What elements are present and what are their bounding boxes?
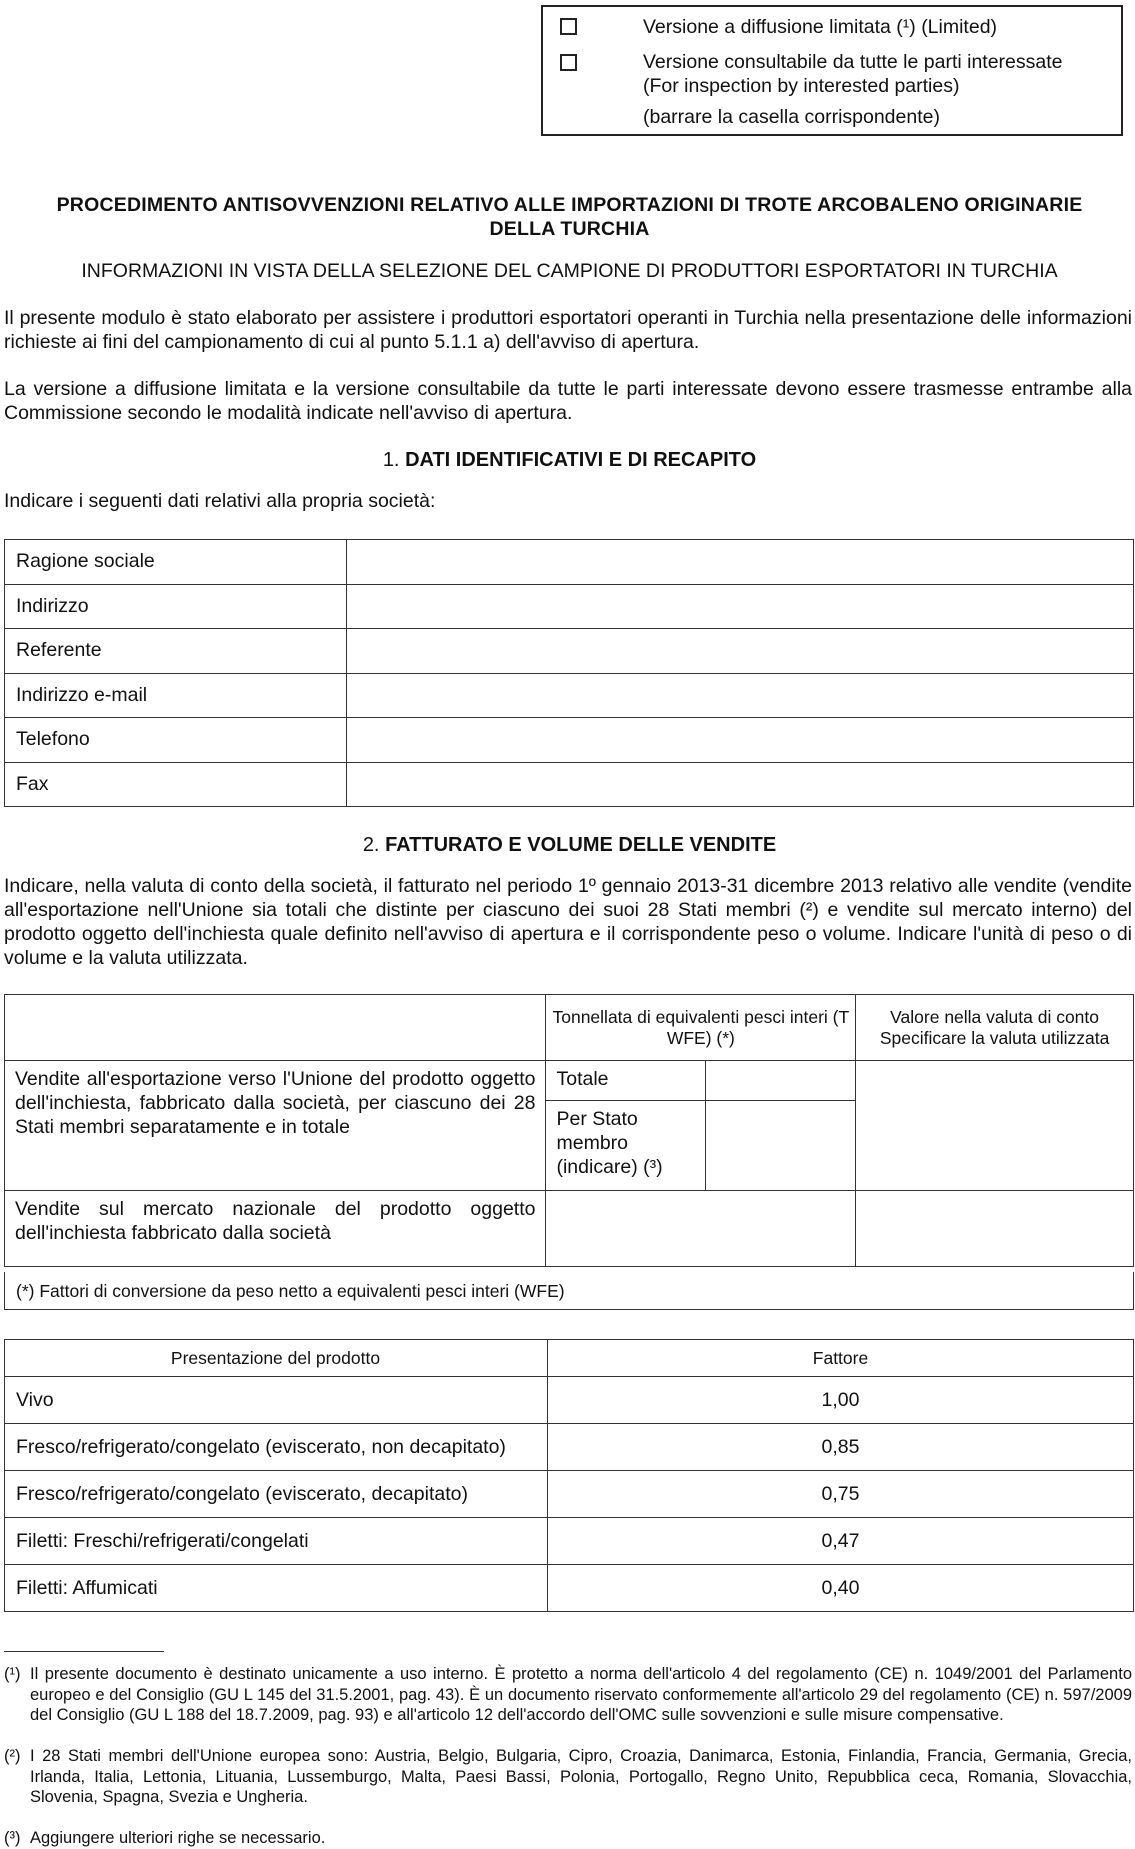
intro-paragraph-2: La versione a diffusione limitata e la versione consultabile da tutte le parti interessate devono essere trasmesse entrambe alla Commissione secondo le modalità indicate nell'avviso di apertura. <box>4 378 1132 424</box>
sales-domestic-tonnage-input[interactable] <box>546 1191 856 1267</box>
id-row <box>5 718 1134 763</box>
section-2-text: Indicare, nella valuta di conto della società, il fatturato nel periodo 1º gennaio 2013-31 dicembre 2013 relativo alle vendite (vendite all'esportazione nell'Unione sia totali che distinte per ciascuno dei suoi 28 Stati membri (²) e vendite sul mercato interno) del prodotto oggetto dell'inchiesta quale definito nell'avviso di apertura e il corrispondente peso o volume. Indicare l'unità di peso o di volume e la valuta utilizzata. <box>4 875 1132 969</box>
id-row <box>5 762 1134 807</box>
conversion-row <box>5 1518 1134 1565</box>
sales-domestic-row <box>5 1191 1134 1267</box>
id-field-input[interactable] <box>347 629 1134 674</box>
conversion-row <box>5 1377 1134 1424</box>
footnote-mark: (²) <box>4 1747 21 1765</box>
conversion-row <box>5 1471 1134 1518</box>
footnote-text: I 28 Stati membri dell'Unione europea sono: Austria, Belgio, Bulgaria, Cipro, Croazia, Danimarca, Estonia, Finlandia, Francia, Germania, Grecia, Irlanda, Italia, Lettonia, Lituania, Lussemburgo, Malta, Paesi Bassi, Polonia, Portogallo, Regno Unito, Repubblica ceca, Romania, Slovacchia, Slovenia, Spagna, Svezia e Ungheria. <box>30 1747 1132 1806</box>
footnote <box>4 1664 1132 1726</box>
id-field-label: Indirizzo <box>5 584 347 629</box>
sales-export-total-row <box>5 1061 1134 1101</box>
status-box <box>541 5 1123 136</box>
conversion-factor: 0,47 <box>548 1518 1134 1565</box>
conversion-presentation: Fresco/refrigerato/congelato (eviscerato, non decapitato) <box>5 1424 548 1471</box>
section-2-number: 2. <box>362 834 380 856</box>
conversion-presentation: Fresco/refrigerato/congelato (eviscerato, decapitato) <box>5 1471 548 1518</box>
section-2-heading <box>4 833 1135 857</box>
sales-domestic-label: Vendite sul mercato nazionale del prodotto oggetto dell'inchiesta fabbricato dalla società <box>5 1191 546 1267</box>
id-field-input[interactable] <box>347 584 1134 629</box>
footnote-mark: (³) <box>4 1829 21 1847</box>
id-field-input[interactable] <box>347 673 1134 718</box>
page-title-line1: PROCEDIMENTO ANTISOVVENZIONI RELATIVO ALLE IMPORTAZIONI DI TROTE ARCOBALENO ORIGINARIE <box>56 194 1083 216</box>
status-instruction: (barrare la casella corrispondente) <box>643 106 940 128</box>
sales-domestic-value-input[interactable] <box>856 1191 1134 1267</box>
conversion-factor-table <box>4 1339 1134 1612</box>
sales-export-label: Vendite all'esportazione verso l'Unione del prodotto oggetto dell'inchiesta, fabbricato dalla società, per ciascuno dei 28 Stati membri separatamente e in totale <box>5 1061 546 1191</box>
conversion-factor: 0,40 <box>548 1565 1134 1612</box>
id-field-input[interactable] <box>347 540 1134 585</box>
inspection-checkbox[interactable] <box>560 54 577 71</box>
conversion-factor: 0,75 <box>548 1471 1134 1518</box>
page-title-line2: DELLA TURCHIA <box>489 218 650 240</box>
id-row <box>5 540 1134 585</box>
conversion-presentation: Vivo <box>5 1377 548 1424</box>
identification-table <box>4 539 1134 807</box>
section-2-title: FATTURATO E VOLUME DELLE VENDITE <box>385 834 777 856</box>
id-field-label: Ragione sociale <box>5 540 347 585</box>
footnote <box>4 1746 1132 1808</box>
conversion-presentation: Filetti: Freschi/refrigerati/congelati <box>5 1518 548 1565</box>
limited-checkbox[interactable] <box>560 18 577 35</box>
sales-header-blank <box>5 995 546 1061</box>
sales-table <box>4 994 1134 1267</box>
sales-export-total-tonnage-input[interactable] <box>706 1061 856 1101</box>
sales-sub-member: Per Stato membro (indicare) (³) <box>546 1101 706 1191</box>
footnote-mark: (¹) <box>4 1665 21 1683</box>
conversion-factor: 0,85 <box>548 1424 1134 1471</box>
inspection-label-line2: (For inspection by interested parties) <box>643 75 960 97</box>
sales-export-member-tonnage-input[interactable] <box>706 1101 856 1191</box>
sales-export-value-input[interactable] <box>856 1061 1134 1191</box>
section-1-intro: Indicare i seguenti dati relativi alla propria società: <box>4 490 436 512</box>
sales-header-row <box>5 995 1134 1061</box>
conversion-row <box>5 1565 1134 1612</box>
id-field-label: Fax <box>5 762 347 807</box>
id-field-input[interactable] <box>347 762 1134 807</box>
sales-table-note: (*) Fattori di conversione da peso netto a equivalenti pesci interi (WFE) <box>4 1272 1134 1310</box>
sales-header-tonnage: Tonnellata di equivalenti pesci interi (T WFE) (*) <box>546 995 856 1061</box>
limited-label: Versione a diffusione limitata (¹) (Limited) <box>643 16 998 38</box>
conversion-header-factor: Fattore <box>548 1340 1134 1377</box>
id-field-label: Indirizzo e-mail <box>5 673 347 718</box>
footnote-divider <box>4 1651 164 1652</box>
id-row <box>5 673 1134 718</box>
footnote <box>4 1828 1132 1849</box>
id-field-input[interactable] <box>347 718 1134 763</box>
section-1-title: DATI IDENTIFICATIVI E DI RECAPITO <box>405 449 757 471</box>
inspection-label-line1: Versione consultabile da tutte le parti interessate <box>643 51 1063 73</box>
page-subtitle: INFORMAZIONI IN VISTA DELLA SELEZIONE DEL CAMPIONE DI PRODUTTORI ESPORTATORI IN TURCHIA <box>81 260 1058 282</box>
sales-sub-total: Totale <box>546 1061 706 1101</box>
section-1-heading <box>4 448 1135 472</box>
conversion-row <box>5 1424 1134 1471</box>
id-field-label: Telefono <box>5 718 347 763</box>
conversion-header-presentation: Presentazione del prodotto <box>5 1340 548 1377</box>
section-1-number: 1. <box>382 449 400 471</box>
inspection-label <box>643 50 1111 98</box>
id-row <box>5 584 1134 629</box>
sales-header-value: Valore nella valuta di conto Specificare la valuta utilizzata <box>856 995 1134 1061</box>
conversion-presentation: Filetti: Affumicati <box>5 1565 548 1612</box>
footnote-text: Il presente documento è destinato unicamente a uso interno. È protetto a norma dell'articolo 4 del regolamento (CE) n. 1049/2001 del Parlamento europeo e del Consiglio (GU L 145 del 31.5.2001, pag. 43). È un documento riservato conformemente all'articolo 29 del regolamento (CE) n. 597/2009 del Consiglio (GU L 188 del 18.7.2009, pag. 93) e all'articolo 12 dell'accordo dell'OMC sulle sovvenzioni e sulle misure compensative. <box>30 1665 1132 1724</box>
conversion-header-row <box>5 1340 1134 1377</box>
footnote-text: Aggiungere ulteriori righe se necessario. <box>30 1829 326 1847</box>
intro-paragraph-1: Il presente modulo è stato elaborato per assistere i produttori esportatori operanti in Turchia nella presentazione delle informazioni richieste ai fini del campionamento di cui al punto 5.1.1 a) dell'avviso di apertura. <box>4 307 1132 353</box>
conversion-factor: 1,00 <box>548 1377 1134 1424</box>
id-field-label: Referente <box>5 629 347 674</box>
id-row <box>5 629 1134 674</box>
